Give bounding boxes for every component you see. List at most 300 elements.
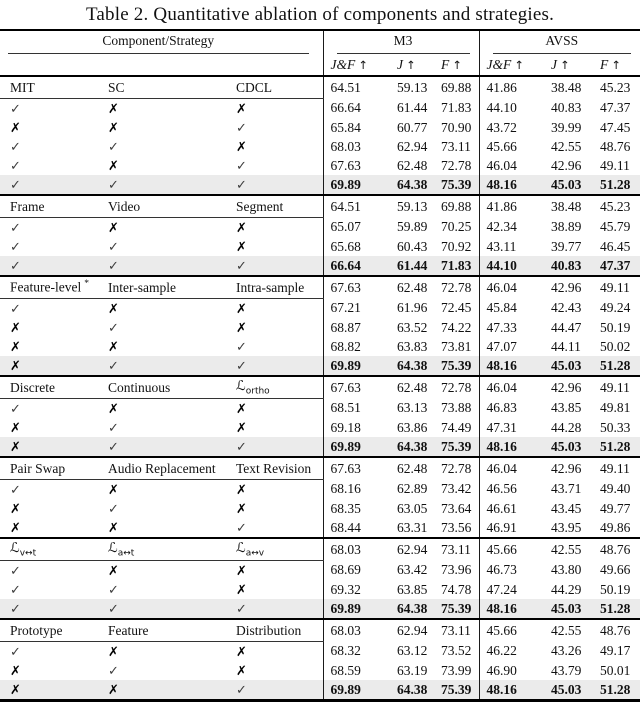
metric-value-cell: 65.07 — [323, 218, 397, 238]
metric-value-cell: 72.78 — [441, 457, 479, 480]
metric-value-cell: 50.01 — [600, 662, 631, 678]
metric-value-cell: 49.11 — [600, 457, 640, 480]
mark-cell — [236, 599, 323, 619]
metric-value-cell: 73.42 — [441, 481, 472, 497]
check-icon: ✓ — [10, 643, 21, 659]
check-icon: ✓ — [236, 338, 247, 354]
mark-cell — [108, 175, 236, 195]
mark-cell — [0, 437, 108, 457]
metric-value-cell: 42.96 — [551, 376, 600, 399]
component-label: MIT — [10, 79, 35, 95]
metric-value-cell: 67.63 — [323, 457, 397, 480]
metric-header-f: F ↑ — [600, 54, 640, 76]
metric-value-cell: 69.89 — [323, 599, 397, 619]
metric-value-cell: 63.85 — [397, 581, 428, 597]
cross-icon: ✗ — [108, 158, 119, 174]
table-section — [0, 457, 640, 538]
mark-cell — [108, 518, 236, 538]
mark-cell — [236, 318, 323, 337]
cross-icon: ✗ — [10, 682, 21, 698]
metric-value-cell: 43.79 — [551, 662, 582, 678]
metric-value-cell: 43.95 — [551, 519, 582, 535]
metric-value-cell: 45.23 — [600, 79, 631, 95]
metric-value-cell: 45.03 — [551, 356, 600, 376]
component-cell — [108, 538, 236, 561]
component-cell — [108, 457, 236, 480]
cross-icon: ✗ — [10, 520, 21, 536]
metric-value-cell: 64.38 — [397, 599, 441, 619]
metric-value-cell: 48.16 — [479, 175, 551, 195]
metric-value-cell: 66.64 — [323, 99, 397, 119]
metric-value-cell: 75.39 — [441, 599, 479, 619]
metric-value-cell: 44.11 — [551, 338, 581, 354]
cross-icon: ✗ — [108, 482, 119, 498]
metric-value-cell: 42.34 — [479, 218, 551, 238]
metric-value-cell: 45.03 — [551, 437, 600, 457]
metric-value-cell: 64.51 — [323, 195, 397, 218]
check-icon: ✓ — [108, 319, 119, 335]
metric-header-jf: J&F ↑ — [323, 54, 397, 76]
metric-value-cell: 64.38 — [397, 356, 441, 376]
metric-value-cell: 69.89 — [323, 680, 397, 701]
mark-cell — [0, 661, 108, 680]
metric-value-cell: 41.86 — [479, 195, 551, 218]
metric-value-cell: 60.43 — [397, 238, 428, 254]
metric-header-j: J ↑ — [397, 54, 441, 76]
metric-value-cell: 69.89 — [323, 175, 397, 195]
metric-value-cell: 63.42 — [397, 562, 428, 578]
metric-value-cell: 40.83 — [551, 256, 600, 276]
mark-cell — [236, 99, 323, 119]
metric-value-cell: 49.66 — [600, 562, 631, 578]
metric-value-cell: 46.04 — [479, 376, 551, 399]
section-header-row — [0, 195, 640, 218]
mark-cell — [108, 418, 236, 437]
metric-value-cell: 75.39 — [441, 356, 479, 376]
component-cell — [236, 538, 323, 561]
metric-value-cell: 49.40 — [600, 481, 631, 497]
metric-value-cell: 59.13 — [397, 195, 441, 218]
metric-value-cell: 46.22 — [479, 642, 551, 662]
table-row — [0, 418, 640, 437]
component-cell — [0, 76, 108, 99]
metric-value-cell: 44.10 — [479, 256, 551, 276]
metric-value-cell: 69.88 — [441, 79, 472, 95]
mark-cell — [236, 561, 323, 581]
mark-cell — [108, 599, 236, 619]
component-cell — [108, 276, 236, 299]
check-icon: ✓ — [10, 138, 21, 154]
mark-cell — [108, 499, 236, 518]
mark-cell — [108, 399, 236, 419]
mark-cell — [236, 580, 323, 599]
mark-cell — [108, 137, 236, 156]
check-icon: ✓ — [236, 157, 247, 173]
metric-value-cell: 51.28 — [600, 599, 640, 619]
metric-value-cell: 46.83 — [479, 399, 551, 419]
component-subscript: a↔t — [117, 548, 135, 559]
table-row — [0, 499, 640, 518]
component-cell — [236, 76, 323, 99]
cross-icon: ✗ — [236, 420, 247, 436]
component-label: SC — [108, 79, 125, 95]
up-arrow-icon: ↑ — [358, 57, 368, 72]
metric-value-cell: 75.39 — [441, 175, 479, 195]
metric-value-cell: 47.45 — [600, 119, 631, 135]
check-icon: ✓ — [108, 357, 119, 373]
mark-cell — [0, 118, 108, 137]
metric-value-cell: 43.72 — [479, 118, 551, 137]
table-row — [0, 480, 640, 500]
metric-value-cell: 60.77 — [397, 119, 428, 135]
section-header-row — [0, 538, 640, 561]
cross-icon: ✗ — [108, 644, 119, 660]
metric-value-cell: 45.66 — [479, 538, 551, 561]
check-icon: ✓ — [108, 238, 119, 254]
metric-value-cell: 46.73 — [479, 561, 551, 581]
table-row — [0, 599, 640, 619]
mark-cell — [236, 118, 323, 137]
check-icon: ✓ — [10, 257, 21, 273]
mark-cell — [108, 480, 236, 500]
metric-value-cell: 39.77 — [551, 238, 582, 254]
metric-value-cell: 46.61 — [479, 499, 551, 518]
component-cell — [0, 619, 108, 642]
metric-value-cell: 74.22 — [441, 319, 472, 335]
mark-cell — [0, 237, 108, 256]
metric-value-cell: 72.78 — [441, 376, 479, 399]
metric-value-cell: 63.05 — [397, 500, 428, 516]
component-label: Inter-sample — [108, 279, 176, 295]
mark-cell — [236, 480, 323, 500]
metric-value-cell: 45.84 — [479, 299, 551, 319]
metric-value-cell: 65.84 — [323, 118, 397, 137]
check-icon: ✓ — [108, 176, 119, 192]
metric-value-cell: 73.11 — [441, 619, 479, 642]
metric-value-cell: 64.38 — [397, 175, 441, 195]
metric-value-cell: 45.66 — [479, 137, 551, 156]
check-icon: ✓ — [10, 238, 21, 254]
component-superscript: * — [84, 279, 89, 290]
metric-value-cell: 71.83 — [441, 100, 472, 116]
metric-value-cell: 62.94 — [397, 538, 441, 561]
metric-value-cell: 45.66 — [479, 619, 551, 642]
metric-value-cell: 62.89 — [397, 481, 428, 497]
cross-icon: ✗ — [108, 120, 119, 136]
cross-icon: ✗ — [10, 339, 21, 355]
cross-icon: ✗ — [108, 101, 119, 117]
metric-header-jf: J&F ↑ — [479, 54, 551, 76]
up-arrow-icon: ↑ — [560, 57, 570, 72]
metric-value-cell: 46.04 — [479, 457, 551, 480]
metric-value-cell: 63.83 — [397, 338, 428, 354]
mark-cell — [0, 480, 108, 500]
cross-icon: ✗ — [10, 358, 21, 374]
metric-value-cell: 38.89 — [551, 219, 582, 235]
table-row — [0, 175, 640, 195]
component-cell — [0, 538, 108, 561]
table-row — [0, 256, 640, 276]
metric-value-cell: 59.13 — [397, 79, 428, 95]
metric-value-cell: 69.88 — [441, 195, 479, 218]
up-arrow-icon: ↑ — [611, 57, 621, 72]
table-row — [0, 299, 640, 319]
metric-value-cell: 46.90 — [479, 661, 551, 680]
metric-value-cell: 73.99 — [441, 662, 472, 678]
metric-value-cell: 75.39 — [441, 437, 479, 457]
component-label: Frame — [10, 198, 45, 214]
check-icon: ✓ — [108, 662, 119, 678]
component-label: Continuous — [108, 379, 171, 395]
mark-cell — [108, 99, 236, 119]
table-row — [0, 561, 640, 581]
cross-icon: ✗ — [108, 301, 119, 317]
component-label: Prototype — [10, 622, 63, 638]
metric-value-cell: 72.45 — [441, 300, 472, 316]
metric-value-cell: 44.10 — [479, 99, 551, 119]
component-strategy-header: Component/Strategy — [0, 30, 323, 54]
metric-value-cell: 48.76 — [600, 138, 631, 154]
metric-value-cell: 45.03 — [551, 680, 600, 701]
cross-icon: ✗ — [236, 301, 247, 317]
check-icon: ✓ — [236, 176, 247, 192]
metric-value-cell: 63.52 — [397, 319, 428, 335]
mark-cell — [108, 642, 236, 662]
metric-value-cell: 64.38 — [397, 680, 441, 701]
metric-value-cell: 47.24 — [479, 580, 551, 599]
metric-value-cell: 73.52 — [441, 643, 472, 659]
metric-value-cell: 72.78 — [441, 276, 479, 299]
metric-value-cell: 68.03 — [323, 137, 397, 156]
check-icon: ✓ — [236, 357, 247, 373]
table-row — [0, 118, 640, 137]
metric-value-cell: 68.87 — [323, 318, 397, 337]
metric-value-cell: 47.07 — [479, 337, 551, 356]
metric-value-cell: 70.90 — [441, 119, 472, 135]
mark-cell — [0, 356, 108, 376]
section-header-row — [0, 276, 640, 299]
component-subscript: a↔v — [245, 548, 265, 559]
mark-cell — [0, 99, 108, 119]
metric-value-cell: 42.55 — [551, 619, 600, 642]
cross-icon: ✗ — [236, 563, 247, 579]
mark-cell — [236, 156, 323, 175]
component-cell — [0, 195, 108, 218]
metric-value-cell: 46.56 — [479, 480, 551, 500]
component-label: Distribution — [236, 622, 302, 638]
metric-value-cell: 49.77 — [600, 500, 631, 516]
mark-cell — [0, 599, 108, 619]
mark-cell — [0, 318, 108, 337]
metric-value-cell: 42.96 — [551, 457, 600, 480]
mark-cell — [0, 518, 108, 538]
metric-value-cell: 46.04 — [479, 156, 551, 175]
metric-value-cell: 73.96 — [441, 562, 472, 578]
check-icon: ✓ — [108, 500, 119, 516]
component-label: Feature — [108, 622, 149, 638]
mark-cell — [236, 356, 323, 376]
table-row — [0, 337, 640, 356]
metric-value-cell: 59.89 — [397, 219, 428, 235]
mark-cell — [108, 337, 236, 356]
table-section — [0, 619, 640, 701]
metric-value-cell: 68.69 — [323, 561, 397, 581]
component-cell — [236, 619, 323, 642]
component-label: ℒ — [236, 378, 246, 395]
mark-cell — [236, 437, 323, 457]
mark-cell — [0, 256, 108, 276]
metric-value-cell: 43.71 — [551, 481, 582, 497]
metric-value-cell: 45.79 — [600, 219, 631, 235]
mark-cell — [236, 418, 323, 437]
metric-value-cell: 47.37 — [600, 100, 631, 116]
mark-cell — [108, 356, 236, 376]
metric-value-cell: 43.11 — [479, 237, 551, 256]
table-row — [0, 137, 640, 156]
metric-value-cell: 68.03 — [323, 538, 397, 561]
table-header — [0, 30, 640, 76]
cross-icon: ✗ — [108, 520, 119, 536]
metric-value-cell: 49.81 — [600, 400, 631, 416]
metric-value-cell: 61.44 — [397, 100, 428, 116]
metric-value-cell: 47.33 — [479, 318, 551, 337]
metric-value-cell: 73.56 — [441, 519, 472, 535]
mark-cell — [236, 337, 323, 356]
metric-value-cell: 44.28 — [551, 419, 582, 435]
component-label: ℒ — [10, 540, 20, 557]
metric-value-cell: 39.99 — [551, 119, 582, 135]
section-header-row — [0, 619, 640, 642]
check-icon: ✓ — [108, 600, 119, 616]
mark-cell — [108, 318, 236, 337]
cross-icon: ✗ — [236, 401, 247, 417]
avss-group-header: AVSS — [479, 30, 640, 54]
component-label: Segment — [236, 198, 284, 214]
component-cell — [236, 276, 323, 299]
component-subscript: v↔t — [19, 548, 37, 559]
component-cell — [108, 76, 236, 99]
cross-icon: ✗ — [10, 663, 21, 679]
mark-cell — [0, 642, 108, 662]
mark-cell — [0, 156, 108, 175]
metric-value-cell: 48.16 — [479, 599, 551, 619]
mark-cell — [236, 499, 323, 518]
check-icon: ✓ — [108, 581, 119, 597]
metric-value-cell: 68.44 — [323, 518, 397, 538]
mark-cell — [236, 237, 323, 256]
metric-value-cell: 63.13 — [397, 400, 428, 416]
mark-cell — [108, 299, 236, 319]
metric-value-cell: 51.28 — [600, 680, 640, 701]
metric-value-cell: 47.37 — [600, 256, 640, 276]
mark-cell — [108, 437, 236, 457]
mark-cell — [108, 256, 236, 276]
component-cell — [0, 276, 108, 299]
metric-value-cell: 46.91 — [479, 518, 551, 538]
table-row — [0, 437, 640, 457]
metric-header-f: F ↑ — [441, 54, 479, 76]
table-row — [0, 318, 640, 337]
metric-value-cell: 74.78 — [441, 581, 472, 597]
cross-icon: ✗ — [236, 239, 247, 255]
metric-value-cell: 42.96 — [551, 276, 600, 299]
cross-icon: ✗ — [236, 501, 247, 517]
mark-cell — [0, 580, 108, 599]
component-cell — [108, 195, 236, 218]
table-row — [0, 518, 640, 538]
cross-icon: ✗ — [236, 220, 247, 236]
table-row — [0, 642, 640, 662]
metric-value-cell: 62.94 — [397, 619, 441, 642]
component-cell — [236, 195, 323, 218]
table-row — [0, 356, 640, 376]
metric-value-cell: 70.25 — [441, 219, 472, 235]
table-section — [0, 538, 640, 619]
metric-value-cell: 63.86 — [397, 419, 428, 435]
check-icon: ✓ — [10, 400, 21, 416]
cross-icon: ✗ — [108, 220, 119, 236]
mark-cell — [0, 175, 108, 195]
table-section — [0, 76, 640, 195]
metric-value-cell: 62.48 — [397, 457, 441, 480]
component-cell — [236, 376, 323, 399]
mark-cell — [108, 561, 236, 581]
metric-value-cell: 61.96 — [397, 300, 428, 316]
metric-value-cell: 51.28 — [600, 437, 640, 457]
table-row — [0, 580, 640, 599]
metric-value-cell: 73.11 — [441, 138, 471, 154]
cross-icon: ✗ — [10, 320, 21, 336]
metric-value-cell: 40.83 — [551, 100, 582, 116]
mark-cell — [236, 661, 323, 680]
metric-value-cell: 71.83 — [441, 256, 479, 276]
metric-value-cell: 64.38 — [397, 437, 441, 457]
component-label: Feature-level — [10, 279, 82, 295]
table-row — [0, 237, 640, 256]
metric-value-cell: 68.35 — [323, 499, 397, 518]
cross-icon: ✗ — [236, 320, 247, 336]
metric-value-cell: 49.24 — [600, 300, 631, 316]
check-icon: ✓ — [10, 157, 21, 173]
metric-value-cell: 66.64 — [323, 256, 397, 276]
metric-value-cell: 50.19 — [600, 581, 631, 597]
metric-value-cell: 65.68 — [323, 237, 397, 256]
metric-value-cell: 48.76 — [600, 619, 640, 642]
check-icon: ✓ — [236, 600, 247, 616]
metric-value-cell: 42.43 — [551, 300, 582, 316]
mark-cell — [236, 218, 323, 238]
metric-value-cell: 41.86 — [479, 76, 551, 99]
mark-cell — [108, 680, 236, 701]
cross-icon: ✗ — [236, 644, 247, 660]
metric-header-row — [0, 54, 640, 76]
metric-value-cell: 43.45 — [551, 500, 582, 516]
check-icon: ✓ — [108, 138, 119, 154]
section-header-row — [0, 76, 640, 99]
metric-value-cell: 69.89 — [323, 437, 397, 457]
mark-cell — [236, 256, 323, 276]
up-arrow-icon: ↑ — [452, 57, 462, 72]
metric-value-cell: 67.63 — [323, 156, 397, 175]
metric-value-cell: 49.11 — [600, 376, 640, 399]
component-label: ℒ — [236, 540, 246, 557]
section-header-row — [0, 457, 640, 480]
metric-value-cell: 49.11 — [600, 276, 640, 299]
check-icon: ✓ — [236, 257, 247, 273]
metric-value-cell: 50.33 — [600, 419, 631, 435]
cross-icon: ✗ — [236, 101, 247, 117]
m3-group-header: M3 — [323, 30, 479, 54]
